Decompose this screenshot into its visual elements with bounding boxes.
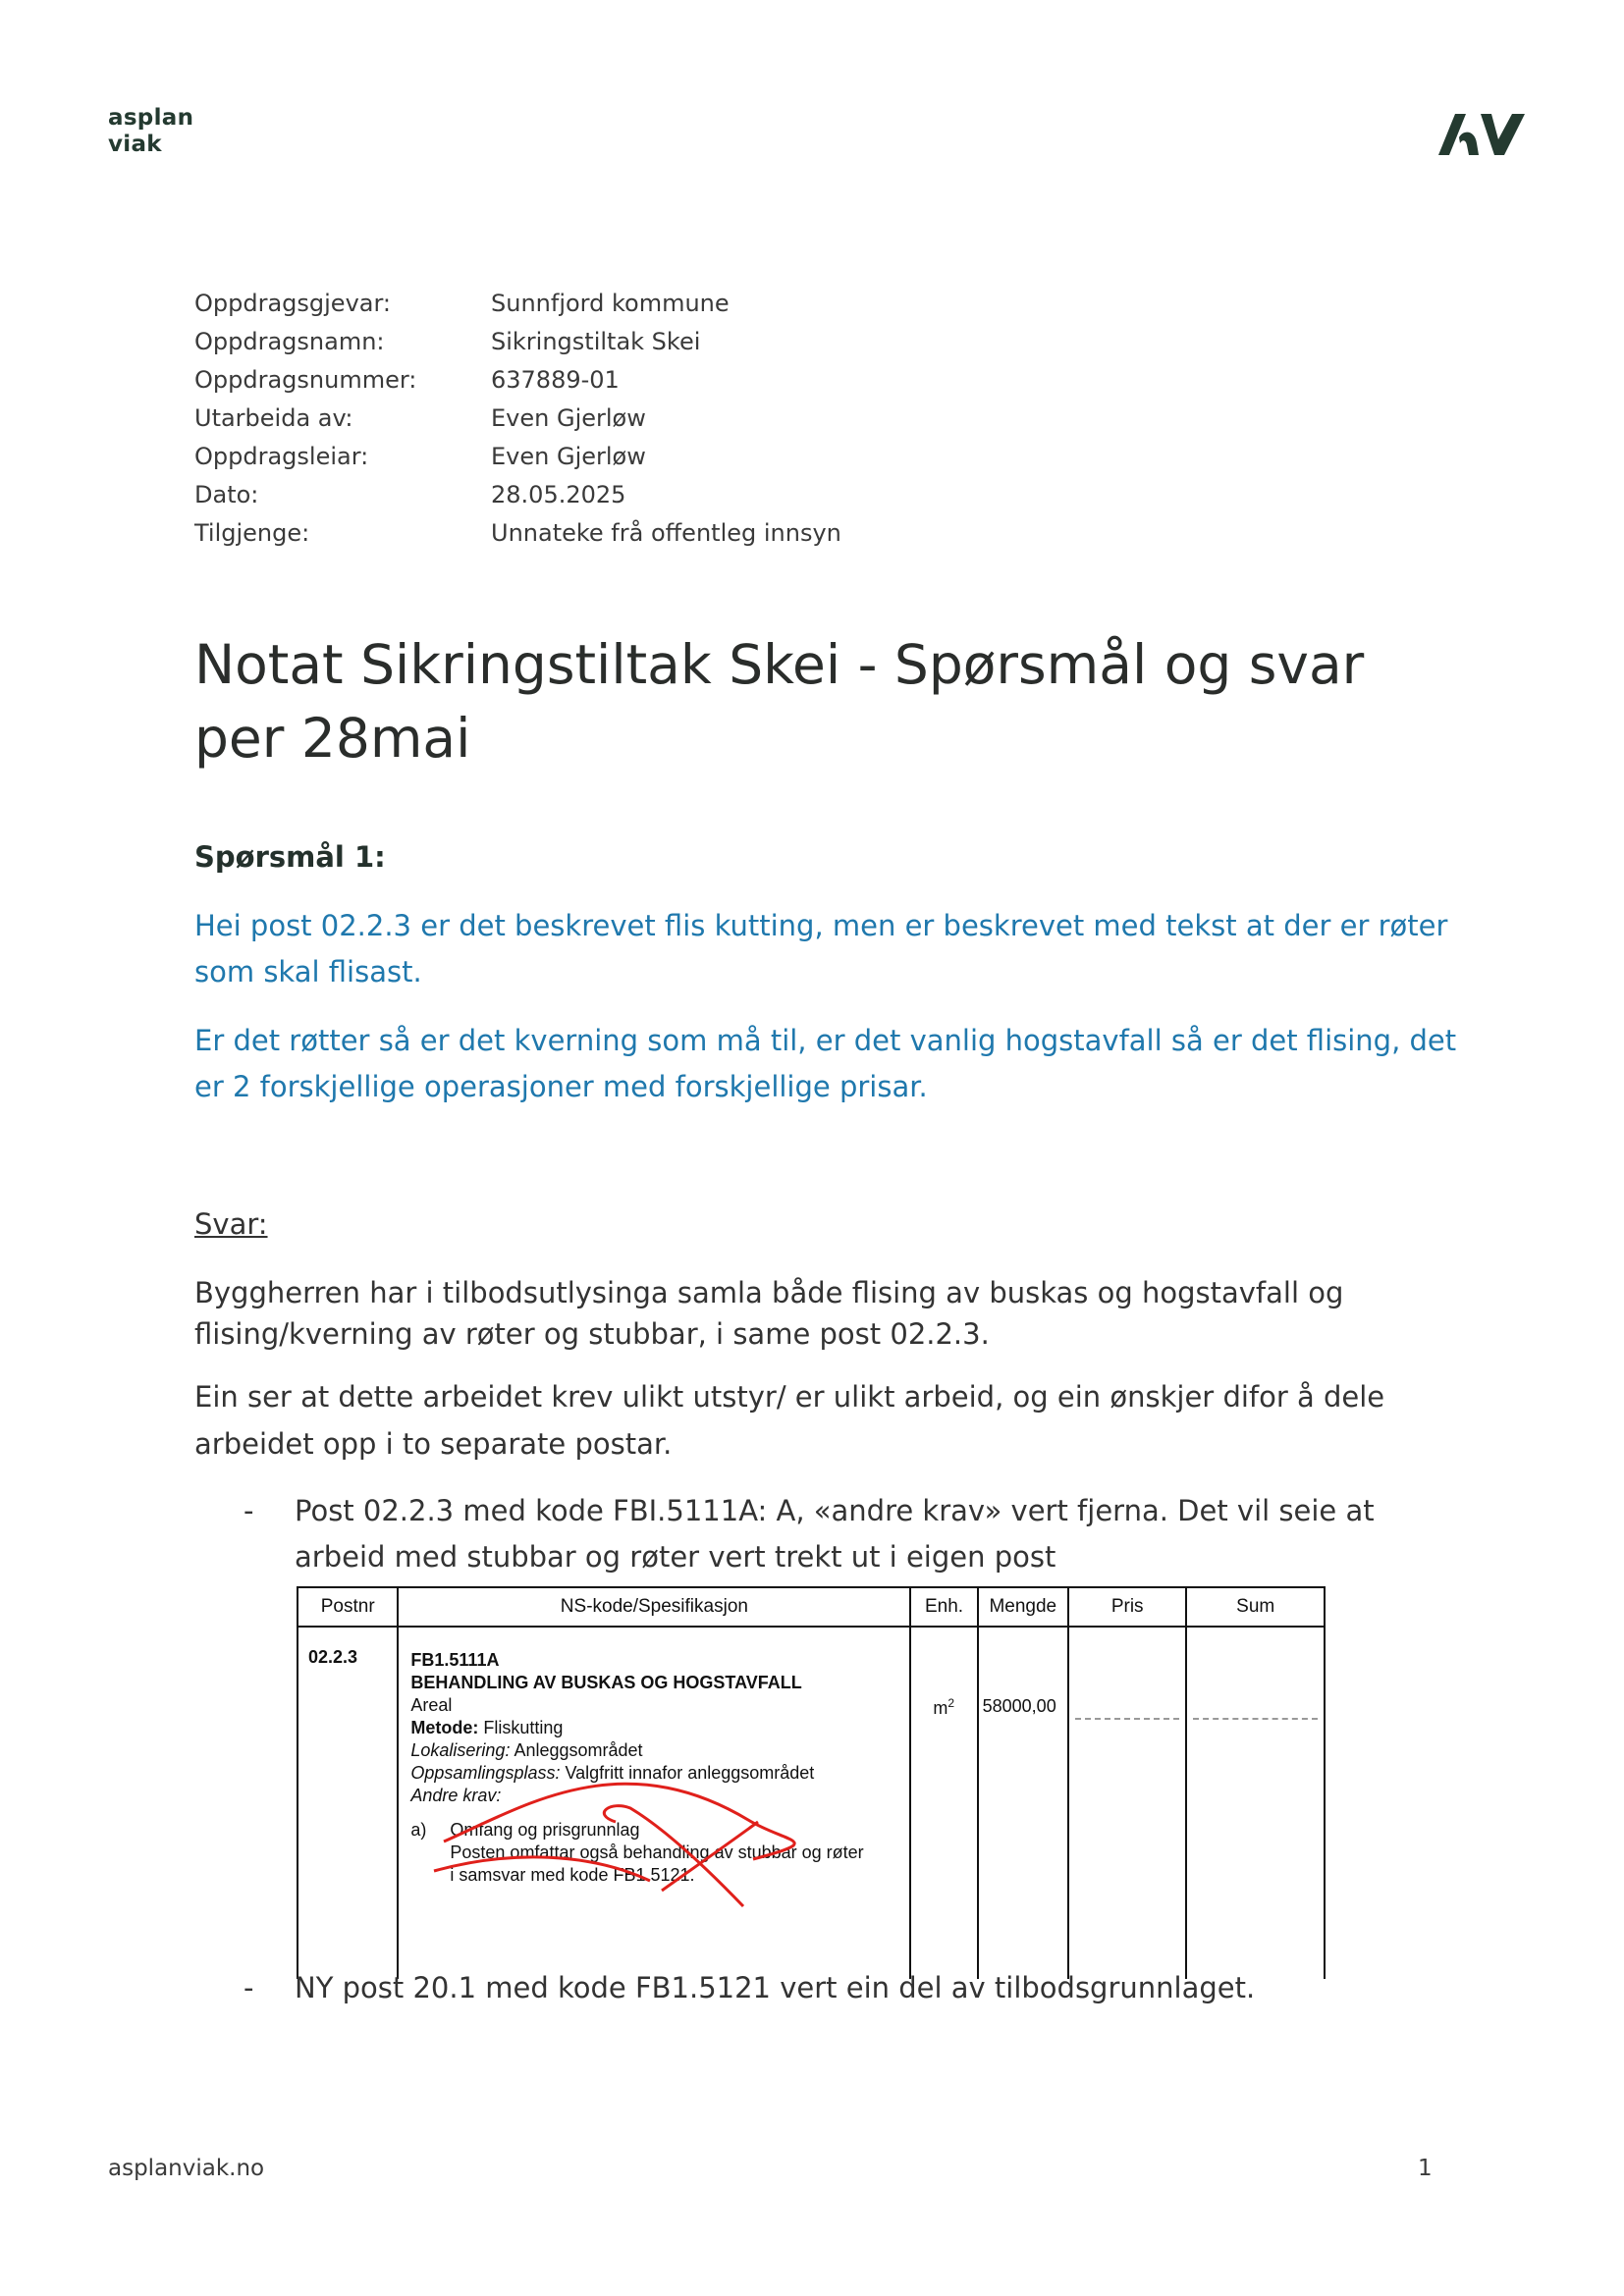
meta-row (194, 323, 1176, 361)
spec-collection (410, 1762, 909, 1785)
cell-postnr: 02.2.3 (298, 1627, 398, 1979)
meta-value: 28.05.2025 (491, 481, 626, 508)
spec-method-value: Fliskutting (483, 1718, 564, 1737)
question-heading: Spørsmål 1: (194, 840, 386, 874)
price-blank-line (1075, 1718, 1179, 1720)
meta-label: Oppdragsgjevar: (194, 290, 392, 317)
bullet-dash: - (244, 1971, 254, 2004)
meta-value: Even Gjerløw (491, 443, 646, 470)
spec-collection-label: Oppsamlingsplass: (410, 1763, 561, 1783)
company-logo-text (108, 105, 193, 158)
spec-item-line: Posten omfattar også behandling av stubbar og røter (450, 1842, 864, 1862)
column-header-spec: NS-kode/Spesifikasjon (398, 1587, 910, 1627)
spec-other-label: Andre krav: (410, 1786, 502, 1805)
cell-unit (910, 1627, 977, 1979)
spec-type: Areal (410, 1695, 453, 1715)
bill-of-quantities-excerpt (297, 1586, 1326, 1910)
spec-item-title: Omfang og prisgrunnlag (450, 1820, 640, 1840)
spec-location-value: Anleggsområdet (514, 1740, 643, 1760)
column-header-postnr: Postnr (298, 1587, 398, 1627)
logo-line-2: viak (108, 132, 162, 157)
column-header-sum: Sum (1186, 1587, 1325, 1627)
question-paragraph: Er det røtter så er det kverning som må til, er det vanlig hogstavfall så er det flising, det er 2 forskjellige operasjoner med forskjellige prisar. (194, 1024, 1457, 1103)
meta-value: Sikringstiltak Skei (491, 328, 701, 355)
meta-value: Even Gjerløw (491, 404, 646, 432)
bullet-dash: - (244, 1494, 254, 1527)
meta-label: Oppdragsnummer: (194, 366, 417, 394)
bullet-item (244, 1965, 1441, 2011)
meta-row (194, 400, 1176, 438)
meta-row (194, 361, 1176, 400)
spec-item (410, 1819, 909, 1887)
meta-value: Unnateke frå offentleg innsyn (491, 519, 841, 547)
spec-code: FB1.5111A (410, 1650, 500, 1670)
unit-text: m (933, 1698, 948, 1718)
document-title: Notat Sikringstiltak Skei - Spørsmål og svar per 28mai (194, 633, 1365, 770)
unit-superscript: 2 (947, 1696, 955, 1710)
question-paragraph: Hei post 02.2.3 er det beskrevet flis kutting, men er beskrevet med tekst at der er røter som skal flisast. (194, 909, 1448, 988)
column-header-unit: Enh. (910, 1587, 977, 1627)
document-metadata (194, 285, 1176, 553)
meta-label: Oppdragsnamn: (194, 328, 385, 355)
cell-sum (1186, 1627, 1325, 1979)
sum-blank-line (1193, 1718, 1318, 1720)
question-body (194, 903, 1471, 1133)
spec-item-line: i samsvar med kode FB1.5121. (450, 1865, 695, 1885)
column-header-price: Pris (1068, 1587, 1186, 1627)
spec-method (410, 1717, 909, 1739)
meta-row (194, 285, 1176, 323)
meta-label: Tilgjenge: (194, 519, 310, 547)
cell-specification (398, 1627, 910, 1979)
answer-label: Svar: (194, 1207, 268, 1241)
column-header-quantity: Mengde (978, 1587, 1068, 1627)
meta-value: 637889-01 (491, 366, 620, 394)
cell-price (1068, 1627, 1186, 1979)
spec-item-letter: a) (410, 1820, 427, 1840)
spec-name: BEHANDLING AV BUSKAS OG HOGSTAVFALL (410, 1673, 802, 1692)
answer-paragraph: Ein ser at dette arbeidet krev ulikt utstyr/ er ulikt arbeid, og ein ønskjer difor å dele arbeidet opp i to separate postar. (194, 1380, 1385, 1461)
meta-row (194, 514, 1176, 553)
answer-body (194, 1272, 1471, 1486)
bullet-item (244, 1488, 1441, 1580)
meta-row (194, 476, 1176, 514)
av-logo-icon (1435, 108, 1528, 157)
logo-line-1: asplan (108, 105, 194, 131)
table-header-row (298, 1587, 1325, 1627)
answer-paragraph: Byggherren har i tilbodsutlysinga samla både flising av buskas og hogstavfall og flising/kverning av røter og stubbar, i same post 02.2.3. (194, 1276, 1344, 1351)
spec-location (410, 1739, 909, 1762)
meta-value: Sunnfjord kommune (491, 290, 730, 317)
quantities-table (297, 1586, 1326, 1979)
spec-collection-value: Valgfritt innafor anleggsområdet (565, 1763, 815, 1783)
meta-label: Oppdragsleiar: (194, 443, 369, 470)
bullet-text: NY post 20.1 med kode FB1.5121 vert ein del av tilbodsgrunnlaget. (295, 1971, 1256, 2004)
bullet-text: Post 02.2.3 med kode FBI.5111A: A, «andre krav» vert fjerna. Det vil seie at arbeid med stubbar og røter vert trekt ut i eigen post (295, 1494, 1375, 1574)
cell-quantity: 58000,00 (978, 1627, 1068, 1979)
spec-method-label: Metode: (410, 1718, 479, 1737)
table-row (298, 1627, 1325, 1979)
meta-label: Dato: (194, 481, 259, 508)
spec-location-label: Lokalisering: (410, 1740, 511, 1760)
meta-row (194, 438, 1176, 476)
meta-label: Utarbeida av: (194, 404, 353, 432)
footer-website: asplanviak.no (108, 2156, 265, 2181)
page-number: 1 (1418, 2156, 1433, 2181)
